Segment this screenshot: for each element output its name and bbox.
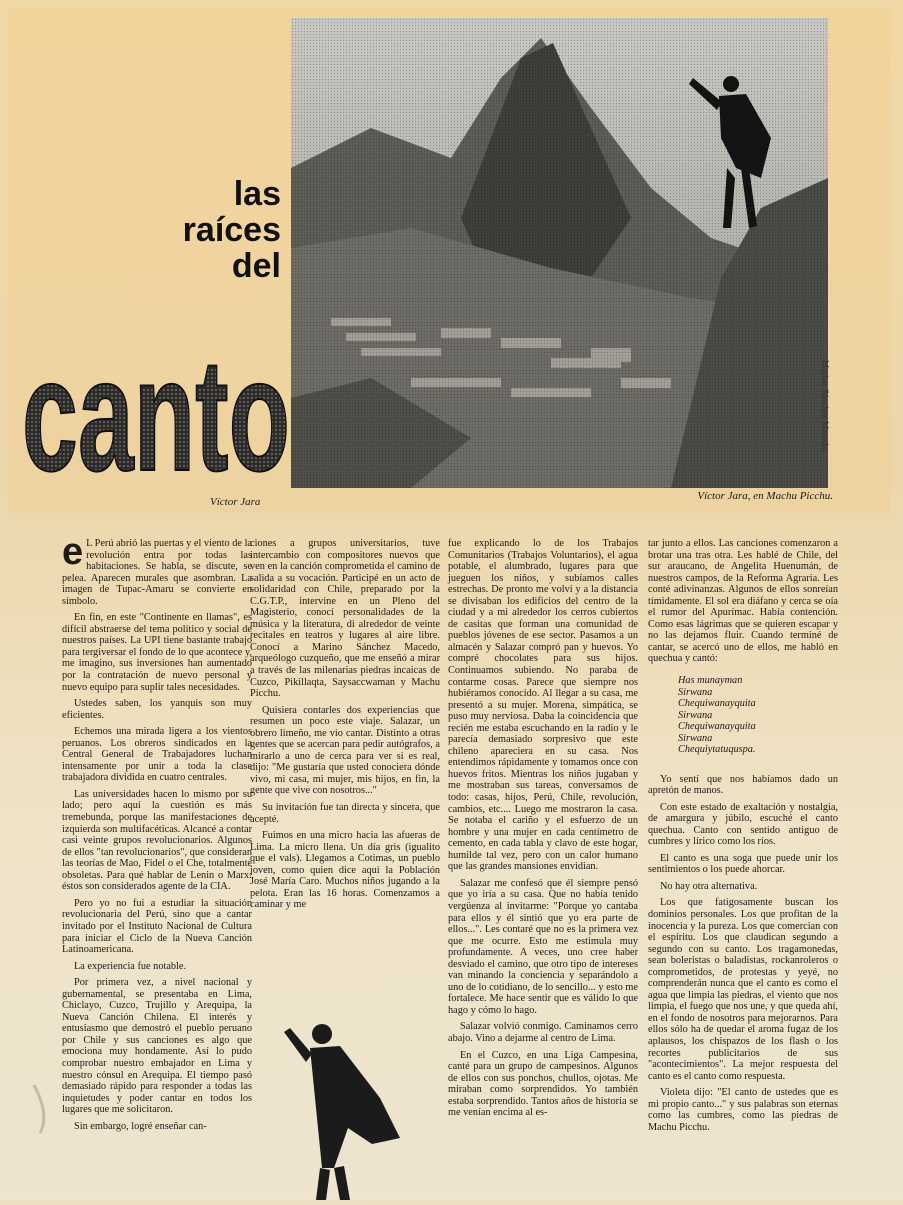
author-byline: Víctor Jara bbox=[210, 496, 261, 508]
paragraph: Yo sentí que nos habíamos dado un apretón de manos. bbox=[648, 773, 838, 797]
paragraph: fue explicando lo de los Trabajos Comunitarios (Trabajos Voluntarios), el agua potable, el alumbrado, lugares para que jueguen los niños, y subíamos calles estrechas. De pronto me volví y a la distancia se divisaban los edificios del centro de la ciudad y a mi alrededor los cerros cubiertos de casitas que forman una comunidad de pueblos jóvenes de ese sector. Pasamos a un almacén y Salazar compró pan y huevos. Yo compré chocolates para sus hijos. Continuamos subiendo. No paraba de contarme cosas. Parece que siempre nos hubiéramos conocido. Al llegar a su casa, me presentó a su mujer. Morena, simpática, se puso muy nerviosa. Daba la coincidencia que recién me estaba escuchando en la radio y le parecía demasiado sorpresivo que este chileno apareciera en su casa. Nos entendimos rápidamente y tomamos once con huevos fritos. Mientras los niños jugaban y me mostraban sus tareas, conversamos de todo: casas, hijos, Perú, Chile, revolución, cambios, etc.... Luego me mostraron la casa. Se notaba el cariño y el esfuerzo de un hombre y una mujer en cada centímetro de cemento, en cada tabla y clavo de este hogar, humilde tal vez, pero con un calor humano que las grandes mansiones envidian. bbox=[448, 538, 638, 873]
poem-line: Has munayman bbox=[678, 675, 743, 687]
paragraph-text: L Perú abrió las puertas y el viento de la revolución entra por todas las habitaciones. Se habla, se discute, se pelea. Aparecen murales que asombran. La imagen de Tupac-Amaru se convierte en símbolo. bbox=[62, 538, 252, 607]
paragraph: Ustedes saben, los yanquis son muy eficientes. bbox=[62, 698, 252, 721]
headline-line-3: del bbox=[231, 247, 281, 285]
paragraph: No hay otra alternativa. bbox=[660, 880, 758, 892]
photo-caption: Víctor Jara, en Machu Picchu. bbox=[697, 490, 833, 502]
article-column-2 bbox=[250, 538, 440, 916]
paragraph: Echemos una mirada ligera a los vientos peruanos. Los obreros sindicados en la Central General de Trabajadores luchan intensamente por unir a toda la clase trabajadora dividida en cuatro centrales. bbox=[62, 726, 252, 784]
poem-line: Sirwana bbox=[678, 686, 713, 698]
poem-line: Sirwana bbox=[678, 709, 713, 721]
paragraph: La experiencia fue notable. bbox=[74, 960, 187, 972]
paragraph: tar junto a ellos. Las canciones comenzaron a brotar una tras otra. Les hablé de Chile, del sur araucano, de Angelita Huenumán, de nuestros campos, de la Reforma Agraria. Les conté adivinanzas. Algunos de ellos sonreían tímidamente. El sol era diáfano y cerca se oía el rumor del Apurímac. Había contención. Como esas lágrimas que se quieren escapar y no las dejamos fluir. Cuando terminé de cantar, se acercó uno de ellos, me habló en quechua y cantó: bbox=[648, 538, 838, 665]
paragraph: Violeta dijo: "El canto de ustedes que es mi propio canto..." y sus palabras son eternas como las cumbres, como las piedras de Machu Picchu. bbox=[648, 1087, 838, 1133]
paragraph: En fin, en este "Continente en llamas", es difícil abstraerse del tema político y social de nuestros países. La UPI tiene bastante trabajo para tergiversar el fondo de lo que acontece y, me imagino, sus inversiones han aumentado por la contratación de nuevo personal y nuevo equipo para suplir tales necesidades. bbox=[62, 612, 252, 693]
photo-credit: Marino Sánchez Macedo bbox=[820, 360, 830, 450]
library-stamp-mark bbox=[30, 1075, 70, 1135]
paragraph: ciones a grupos universitarios, tuve intercambio con compositores nuevos que ven en la canción comprometida el camino de salida a su vocación. Participé en un acto de solidaridad con Chile, preparado por la C.G.T.P., intervine en un Pleno del Magisterio, conocí personalidades de la música y la literatura, di alrededor de veinte recitales en teatros y lugares al aire libre. Conocí a Marino Sánchez Macedo, arqueólogo cuzqueño, que me enseñó a mirar a través de las milenarias piedras incaicas de Cuzco, Pikillaqta, Saysaccwaman y Machu Picchu. bbox=[250, 538, 440, 700]
paragraph: Fuimos en una micro hacia las afueras de Lima. La micro llena. Un día gris (igualito que el vals). Llegamos a Cotimas, un pueblo joven, como quien dice aquí la Población José María Caro. Muchos niños jugando a la pelota. Eran las 16 horas. Comenzamos a caminar y me bbox=[250, 830, 440, 911]
quechua-poem bbox=[678, 675, 838, 756]
singer-silhouette-image bbox=[282, 1018, 412, 1200]
paragraph: Quisiera contarles dos experiencias que resumen un poco este viaje. Salazar, un obrero limeño, me vio cantar. Distinto a otras gentes que se acercan para pedir autógrafos, a mirarlo a uno de cerca para ver si es real, dijo: "Me gustaría que usted conociera dónde vivo, mi casa, mi mujer, mis hijos, en fin, la gente que vive con nosotros..." bbox=[250, 704, 440, 797]
poem-line: Sirwana bbox=[678, 732, 713, 744]
poem-line: Chequiwanayquita bbox=[678, 721, 756, 733]
article-column-3 bbox=[448, 538, 638, 1124]
big-word-text: canto bbox=[22, 325, 290, 500]
drop-cap: e bbox=[62, 531, 84, 573]
paragraph: En el Cuzco, en una Liga Campesina, canté para un grupo de campesinos. Algunos de ellos con sus ponchos, chullos, ojotas. Me miraban como sorprendidos. Yo también estaba sorprendido. Tantos años de historia se me venían encima al es- bbox=[448, 1049, 638, 1119]
article-column-1 bbox=[62, 531, 252, 1137]
paragraph: Por primera vez, a nivel nacional y gubernamental, se presentaba en Lima, Chiclayo, Cuzco, Trujillo y Arequipa, la Nueva Canción Chilena. El interés y entusiasmo que demostró el pueblo peruano por Chile y sus canciones es algo que emociona muy hondamente. Así lo pudo comprobar nuestro embajador en Lima y nuestro cónsul en Arequipa. El tiempo pasó demasiado rápido para responder a todas las inquietudes y poder cantar en todos los lugares que me solicitaron. bbox=[62, 977, 252, 1116]
paragraph: Las universidades hacen lo mismo por su lado; pero aquí la cuestión es más tremebunda, porque las manifestaciones de izquierda son multifacéticas. Alcancé a contar casi veinte grupos revolucionarios. Algunos de ellos "tan revolucionarios", que consideran las teorías de Mao, Fidel o el Che, totalmente obsoletas. Para qué hablar de Lenin o Marx: éstos son considerados agente de la CIA. bbox=[62, 788, 252, 893]
machu-picchu-photo bbox=[291, 18, 828, 488]
poem-line: Chequiwanayquita bbox=[678, 698, 756, 710]
paragraph: Los que fatigosamente buscan los dominios personales. Los que profitan de la inocencia y la pureza. Los que comercian con el espíritu. Los que claudican segundo a segundo con su canto. Los tragamonedas, sean boleristas o baladistas, rockanroleros o comprometidos, de protestas y yeyé, no comprenderán nunca que el canto es como el agua que limpia las piedras, el viento que nos limpia, el fuego que nos une, y que queda ahí, en el fondo de nosotros para mejorarnos. Para ellos sólo ha de quedar el aroma fugaz de los aplausos, los chispazos de los flash o los recortes publicitarios de sus "acontecimientos". La mejor respuesta del canto es el canto como respuesta. bbox=[648, 897, 838, 1082]
headline-line-2: raíces bbox=[182, 211, 281, 249]
poem-line: Chequiytatuquspa. bbox=[678, 744, 756, 756]
paragraph: Sin embargo, logré enseñar can- bbox=[74, 1120, 207, 1132]
paragraph: Pero yo no fui a estudiar la situación revolucionaria del Perú, sino que a cantar invitado por el Instituto Nacional de Cultura para iniciar el Ciclo de la Nueva Canción Latinoamericana. bbox=[62, 897, 252, 956]
headline-line-1: las bbox=[233, 175, 281, 213]
paragraph: Con este estado de exaltación y nostalgia, de amargura y júbilo, escuché el canto quechua. Canto con sentido antiguo de cumbres y lírico como los ríos. bbox=[648, 801, 838, 848]
paragraph: Su invitación fue tan directa y sincera, que acepté. bbox=[250, 802, 440, 825]
paragraph: Salazar me confesó que él siempre pensó que yo iría a su casa. Que no había tenido vergüenza al invitarme: "Porque yo cantaba para ellos y él sintió que yo era parte de ellos...". Les contaré que no es la primera vez que me ocurre. Esto me estimula muy profundamente. A veces, uno cree haber desviado el camino, que otro tipo de intereses van minando la conciencia y separándolo a uno de lo cotidiano, de lo sencillo... y esto me fortalece. Me hace sentir que es válido lo que hago y cómo lo hago. bbox=[448, 877, 638, 1016]
paragraph: El canto es una soga que puede unir los sentimientos o los puede ahorcar. bbox=[648, 852, 838, 876]
paragraph bbox=[62, 531, 252, 607]
headline-big-word bbox=[22, 300, 292, 500]
paragraph: Salazar volvió conmigo. Caminamos cerro abajo. Vino a dejarme al centro de Lima. bbox=[448, 1021, 638, 1044]
article-column-4 bbox=[648, 538, 838, 1138]
